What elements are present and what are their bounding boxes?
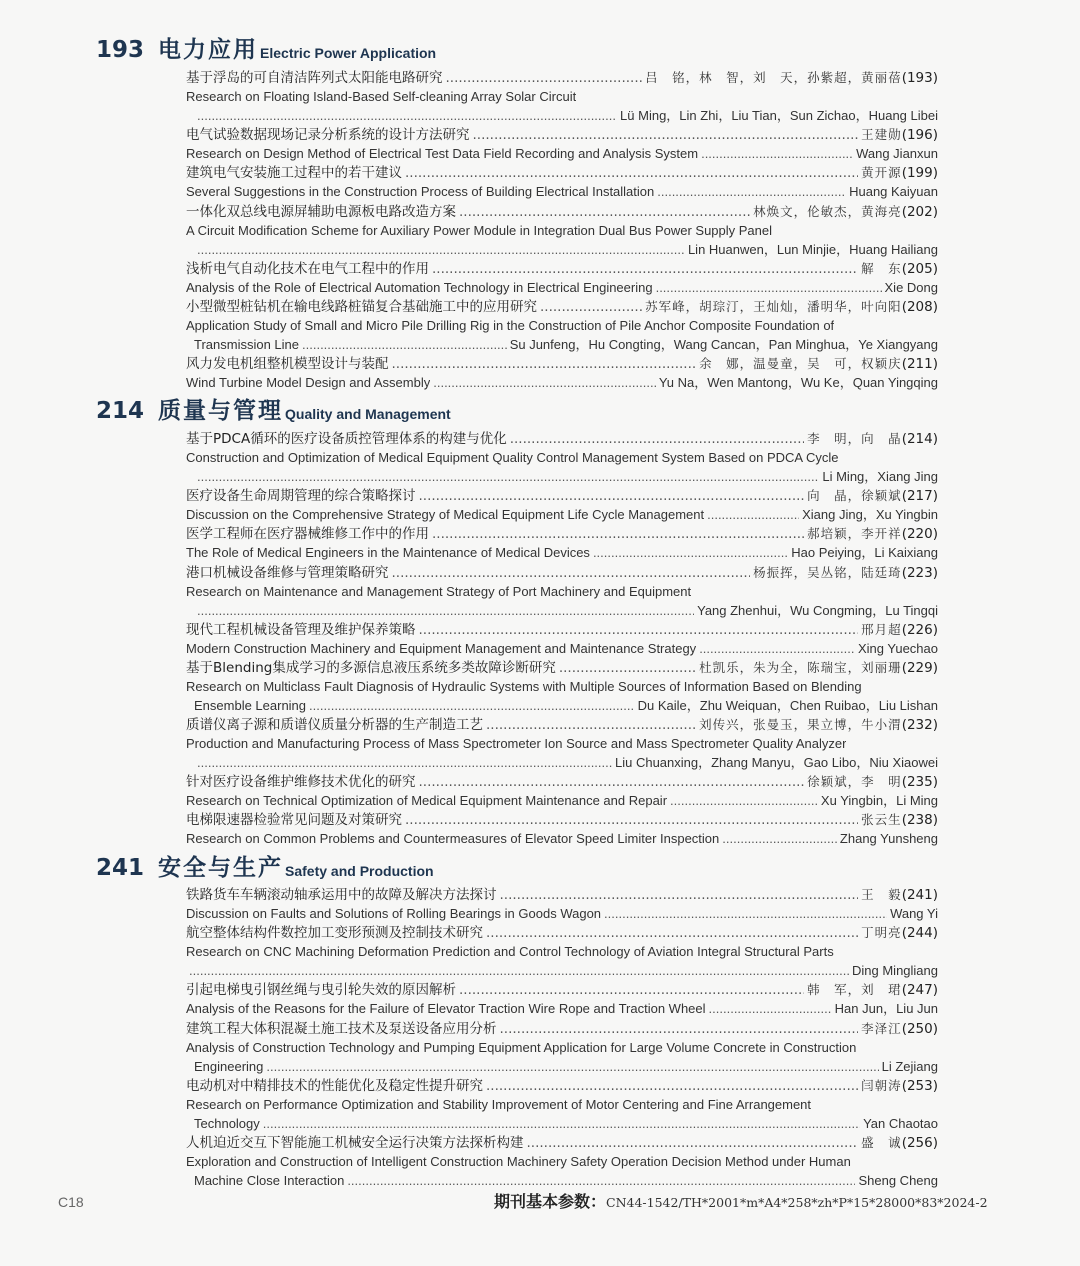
toc-entry-title-en bbox=[186, 373, 938, 392]
toc-entry-title-zh[interactable] bbox=[186, 524, 938, 543]
toc-entry-title-en bbox=[186, 677, 938, 696]
article-authors-en: Huang Kaiyuan bbox=[849, 184, 938, 199]
dot-leader bbox=[500, 886, 859, 905]
article-title-en: Production and Manufacturing Process of Mass Spectrometer Ion Source and Mass Spectrometer Quality Analyzer bbox=[186, 736, 847, 751]
article-authors-en: Ding Mingliang bbox=[852, 963, 938, 978]
dot-leader bbox=[510, 430, 804, 449]
article-authors-en: Yan Chaotao bbox=[863, 1116, 938, 1131]
article-title-en-continued: Ensemble Learning bbox=[194, 698, 307, 713]
toc-entry-title-en bbox=[186, 182, 938, 201]
article-authors-en: Wang Yi bbox=[890, 906, 938, 921]
article-authors-zh: 杨振挥，吴丛铭，陆廷琦 bbox=[753, 565, 902, 580]
toc-entry-title-zh[interactable] bbox=[186, 885, 938, 904]
toc-entry-authors-en bbox=[194, 335, 938, 354]
article-authors-en: Liu Chuanxing，Zhang Manyu，Gao Libo，Niu Xiaowei bbox=[614, 755, 938, 770]
article-authors-zh: 林焕文，伦敏杰，黄海亮 bbox=[753, 204, 902, 219]
toc-entry-title-en bbox=[186, 144, 938, 163]
page-number[interactable]: (199) bbox=[901, 165, 938, 181]
section-title-zh: 质量与管理 bbox=[158, 398, 284, 424]
article-authors-en: Xing Yuechao bbox=[858, 641, 938, 656]
article-authors-zh: 解 东 bbox=[861, 261, 902, 276]
page-number[interactable]: (253) bbox=[901, 1078, 938, 1094]
article-authors-en: Hao Peiying，Li Kaixiang bbox=[791, 545, 938, 560]
dot-leader bbox=[419, 621, 859, 640]
toc-entry-title-zh[interactable] bbox=[186, 1019, 938, 1038]
article-authors-zh: 李泽江 bbox=[861, 1021, 902, 1036]
article-authors-en: Xu Yingbin，Li Ming bbox=[820, 793, 938, 808]
page-number[interactable]: (202) bbox=[901, 204, 938, 220]
article-title-en: Research on Performance Optimization and Stability Improvement of Motor Centering and Fine Arrangement bbox=[186, 1097, 812, 1112]
page-number[interactable]: (220) bbox=[901, 526, 938, 542]
dot-leader bbox=[459, 981, 804, 1000]
article-title-en-continued: Transmission Line bbox=[194, 337, 300, 352]
article-title-zh[interactable]: 医学工程师在医疗器械维修工作中的作用 bbox=[186, 526, 429, 542]
page-number[interactable]: (235) bbox=[901, 774, 938, 790]
toc-entry-title-en bbox=[186, 791, 938, 810]
article-title-zh[interactable]: 医疗设备生命周期管理的综合策略探讨 bbox=[186, 488, 416, 504]
section-number: 214 bbox=[96, 398, 145, 424]
page-number[interactable]: (226) bbox=[901, 622, 938, 638]
article-title-zh[interactable]: 人机迫近交互下智能施工机械安全运行决策方法探析构建 bbox=[186, 1135, 524, 1151]
article-title-en: Research on Design Method of Electrical Test Data Field Recording and Analysis System bbox=[186, 146, 699, 161]
article-authors-zh: 李 明，向 晶 bbox=[807, 431, 902, 446]
page-number[interactable]: (214) bbox=[901, 431, 938, 447]
section-title-en: Safety and Production bbox=[285, 863, 434, 879]
toc-entry-title-zh[interactable] bbox=[186, 429, 938, 448]
toc-entry-authors-en bbox=[194, 696, 938, 715]
toc-entry-title-zh[interactable] bbox=[186, 163, 938, 182]
article-authors-zh: 向 晶，徐颖斌 bbox=[807, 488, 902, 503]
toc-entry-title-zh[interactable] bbox=[186, 658, 938, 677]
dot-leader bbox=[657, 182, 846, 201]
article-authors-zh: 张云生 bbox=[861, 812, 902, 827]
article-authors-en: Han Jun，Liu Jun bbox=[834, 1001, 938, 1016]
article-authors-zh: 闫朝涛 bbox=[861, 1078, 902, 1093]
dot-leader bbox=[263, 1114, 860, 1133]
page-number[interactable]: (247) bbox=[901, 982, 938, 998]
article-title-zh[interactable]: 引起电梯曳引钢丝绳与曳引轮失效的原因解析 bbox=[186, 982, 456, 998]
page-number[interactable]: (232) bbox=[901, 717, 938, 733]
dot-leader bbox=[405, 164, 858, 183]
article-authors-zh: 邢月超 bbox=[861, 622, 902, 637]
article-authors-en: Xiang Jing，Xu Yingbin bbox=[802, 507, 938, 522]
toc-entry-title-en bbox=[186, 734, 938, 753]
article-authors-en: Xie Dong bbox=[884, 280, 938, 295]
dot-leader bbox=[197, 467, 819, 486]
article-title-en: Analysis of Construction Technology and Pumping Equipment Application for Large Volume Concrete in Construction bbox=[186, 1040, 857, 1055]
article-authors-en: Wang Jianxun bbox=[856, 146, 938, 161]
article-authors-en: Li Ming，Xiang Jing bbox=[822, 469, 938, 484]
article-title-zh[interactable]: 风力发电机组整机模型设计与装配 bbox=[186, 356, 389, 372]
article-authors-zh: 黄开源 bbox=[861, 165, 902, 180]
toc-entry-title-en bbox=[186, 999, 938, 1018]
toc-entry-authors-en bbox=[194, 1114, 938, 1133]
article-authors-zh: 吕 铭，林 智，刘 天，孙紫超，黄丽蓓 bbox=[645, 70, 902, 85]
article-authors-en: Lin Huanwen，Lun Minjie，Huang Hailiang bbox=[687, 242, 938, 257]
page-number[interactable]: (229) bbox=[901, 660, 938, 676]
toc-entry-title-en bbox=[186, 1152, 938, 1171]
dot-leader bbox=[593, 543, 788, 562]
toc-entry-title-en bbox=[186, 448, 938, 467]
article-title-en: Construction and Optimization of Medical Equipment Quality Control Management System Based on PDCA Cycle bbox=[186, 450, 839, 465]
section-header-quality-management bbox=[96, 395, 451, 425]
dot-leader bbox=[432, 260, 858, 279]
article-title-zh[interactable]: 浅析电气自动化技术在电气工程中的作用 bbox=[186, 261, 429, 277]
dot-leader bbox=[347, 1171, 855, 1190]
page-number[interactable]: (205) bbox=[901, 261, 938, 277]
page-number[interactable]: (208) bbox=[901, 299, 938, 315]
article-title-en: Analysis of the Role of Electrical Automation Technology in Electrical Engineering bbox=[186, 280, 653, 295]
dot-leader bbox=[486, 716, 696, 735]
article-authors-en: Su Junfeng，Hu Congting，Wang Cancan，Pan Minghua，Ye Xiangyang bbox=[509, 337, 938, 352]
toc-entry-title-en bbox=[186, 582, 938, 601]
page-number[interactable]: (241) bbox=[901, 887, 938, 903]
article-authors-zh: 韩 军，刘 珺 bbox=[807, 982, 902, 997]
dot-leader bbox=[197, 601, 694, 620]
dot-leader bbox=[722, 829, 837, 848]
toc-entry-title-zh[interactable] bbox=[186, 715, 938, 734]
article-authors-zh: 丁明亮 bbox=[861, 925, 902, 940]
toc-entry-title-zh[interactable] bbox=[186, 125, 938, 144]
page-number[interactable]: (217) bbox=[901, 488, 938, 504]
section-title-zh: 电力应用 bbox=[158, 37, 259, 63]
dot-leader bbox=[197, 753, 612, 772]
toc-entry-title-zh[interactable] bbox=[186, 563, 938, 582]
toc-entry-title-en bbox=[186, 505, 938, 524]
article-title-en: Research on Floating Island-Based Self-cleaning Array Solar Circuit bbox=[186, 89, 577, 104]
toc-entry-title-zh[interactable] bbox=[186, 923, 938, 942]
article-authors-en: Zhang Yunsheng bbox=[839, 831, 938, 846]
section-title-zh: 安全与生产 bbox=[158, 855, 284, 881]
article-title-en: Analysis of the Reasons for the Failure of Elevator Traction Wire Rope and Traction Wheel bbox=[186, 1001, 706, 1016]
toc-entry-title-zh[interactable] bbox=[186, 620, 938, 639]
article-title-zh[interactable]: 电梯限速器检验常见问题及对策研究 bbox=[186, 812, 402, 828]
toc-entry-title-zh[interactable] bbox=[186, 202, 938, 221]
dot-leader bbox=[405, 811, 858, 830]
journal-parameters-label: 期刊基本参数： bbox=[494, 1192, 607, 1211]
toc-entry-authors-en bbox=[194, 601, 938, 620]
toc-entry-title-en bbox=[186, 904, 938, 923]
toc-entry-title-en bbox=[186, 221, 938, 240]
article-authors-en: Du Kaile，Zhu Weiquan，Chen Ruibao，Liu Lishan bbox=[637, 698, 938, 713]
dot-leader bbox=[604, 904, 887, 923]
article-title-en: Modern Construction Machinery and Equipment Management and Maintenance Strategy bbox=[186, 641, 697, 656]
article-authors-en: Lü Ming，Lin Zhi，Liu Tian，Sun Zichao，Huang Libei bbox=[620, 108, 938, 123]
toc-entry-title-zh[interactable] bbox=[186, 486, 938, 505]
dot-leader bbox=[266, 1057, 878, 1076]
dot-leader bbox=[473, 126, 859, 145]
dot-leader bbox=[699, 639, 855, 658]
section-title-en: Quality and Management bbox=[285, 406, 451, 422]
toc-entry-authors-en bbox=[186, 961, 938, 980]
page-number[interactable]: (196) bbox=[901, 127, 938, 143]
article-authors-zh: 苏军峰，胡琮汀，王灿灿，潘明华，叶向阳 bbox=[645, 299, 902, 314]
article-title-zh[interactable]: 港口机械设备维修与管理策略研究 bbox=[186, 565, 389, 581]
article-authors-zh: 郝培颖，李开祥 bbox=[807, 526, 902, 541]
article-authors-zh: 杜凯乐，朱为全，陈瑞宝，刘丽珊 bbox=[699, 660, 902, 675]
dot-leader bbox=[432, 525, 804, 544]
page-number[interactable]: (250) bbox=[901, 1021, 938, 1037]
dot-leader bbox=[486, 924, 858, 943]
article-title-zh[interactable]: 一体化双总线电源屏辅助电源板电路改造方案 bbox=[186, 204, 456, 220]
dot-leader bbox=[527, 1134, 859, 1153]
dot-leader bbox=[559, 659, 696, 678]
article-title-en: Application Study of Small and Micro Pile Drilling Rig in the Construction of Pile Anchor Composite Foundation of bbox=[186, 318, 835, 333]
dot-leader bbox=[656, 278, 882, 297]
dot-leader bbox=[486, 1077, 858, 1096]
toc-entry-title-zh[interactable] bbox=[186, 772, 938, 791]
toc-entry-authors-en bbox=[194, 467, 938, 486]
dot-leader bbox=[309, 696, 635, 715]
toc-entry-authors-en bbox=[194, 240, 938, 259]
toc-entry-title-en bbox=[186, 942, 938, 961]
article-title-zh[interactable]: 电气试验数据现场记录分析系统的设计方法研究 bbox=[186, 127, 470, 143]
toc-entry-title-zh[interactable] bbox=[186, 1076, 938, 1095]
article-authors-zh: 王 毅 bbox=[861, 887, 902, 902]
article-title-zh[interactable]: 建筑电气安装施工过程中的若干建议 bbox=[186, 165, 402, 181]
article-authors-zh: 盛 诚 bbox=[861, 1135, 902, 1150]
article-title-en: The Role of Medical Engineers in the Maintenance of Medical Devices bbox=[186, 545, 590, 560]
dot-leader bbox=[392, 355, 697, 374]
article-authors-en: Yu Na，Wen Mantong，Wu Ke，Quan Yingqing bbox=[658, 375, 938, 390]
dot-leader bbox=[302, 335, 507, 354]
article-authors-en: Sheng Cheng bbox=[858, 1173, 938, 1188]
dot-leader bbox=[433, 373, 656, 392]
dot-leader bbox=[701, 144, 853, 163]
article-authors-zh: 余 娜，温曼童，吴 可，权颖庆 bbox=[699, 356, 902, 371]
dot-leader bbox=[446, 69, 643, 88]
toc-entry-authors-en bbox=[194, 106, 938, 125]
toc-entry-authors-en bbox=[194, 1171, 938, 1190]
toc-entry-title-en bbox=[186, 543, 938, 562]
toc-entry-title-en bbox=[186, 829, 938, 848]
toc-entry-title-zh[interactable] bbox=[186, 68, 938, 87]
article-title-en: Several Suggestions in the Construction Process of Building Electrical Installation bbox=[186, 184, 655, 199]
toc-entry-title-en bbox=[186, 1095, 938, 1114]
section-number: 241 bbox=[96, 855, 145, 881]
article-title-zh[interactable]: 航空整体结构件数控加工变形预测及控制技术研究 bbox=[186, 925, 483, 941]
toc-entry-title-en bbox=[186, 1038, 938, 1057]
toc-entry-authors-en bbox=[194, 1057, 938, 1076]
article-title-en: Research on Multiclass Fault Diagnosis of Hydraulic Systems with Multiple Sources of Information Based on Blending bbox=[186, 679, 862, 694]
dot-leader bbox=[419, 487, 805, 506]
section-header-electric-power bbox=[96, 34, 436, 64]
toc-entry-title-zh[interactable] bbox=[186, 810, 938, 829]
article-authors-en: Yang Zhenhui，Wu Congming，Lu Tingqi bbox=[697, 603, 938, 618]
article-title-zh[interactable]: 铁路货车车辆滚动轴承运用中的故障及解决方法探讨 bbox=[186, 887, 497, 903]
page-folio: C18 bbox=[58, 1194, 84, 1210]
article-title-zh[interactable]: 现代工程机械设备管理及维护保养策略 bbox=[186, 622, 416, 638]
article-authors-zh: 王建勋 bbox=[861, 127, 902, 142]
dot-leader bbox=[419, 773, 805, 792]
journal-parameters bbox=[494, 1189, 988, 1212]
dot-leader bbox=[709, 999, 832, 1018]
page-number[interactable]: (244) bbox=[901, 925, 938, 941]
section-title-en: Electric Power Application bbox=[260, 45, 437, 61]
article-title-en: Discussion on the Comprehensive Strategy of Medical Equipment Life Cycle Management bbox=[186, 507, 705, 522]
dot-leader bbox=[189, 961, 849, 980]
article-title-en: A Circuit Modification Scheme for Auxiliary Power Module in Integration Dual Bus Power Supply Panel bbox=[186, 223, 773, 238]
article-title-zh[interactable]: 建筑工程大体积混凝土施工技术及泵送设备应用分析 bbox=[186, 1021, 497, 1037]
journal-parameters-value: CN44-1542/TH*2001*m*A4*258*zh*P*15*28000*83*2024-2 bbox=[606, 1195, 988, 1210]
article-title-en-continued: Machine Close Interaction bbox=[194, 1173, 345, 1188]
page-number[interactable]: (211) bbox=[901, 356, 938, 372]
dot-leader bbox=[500, 1020, 859, 1039]
toc-entry-title-zh[interactable] bbox=[186, 980, 938, 999]
article-authors-zh: 刘传兴，张曼玉，果立博，牛小渭 bbox=[699, 717, 902, 732]
dot-leader bbox=[392, 564, 751, 583]
article-title-en: Research on CNC Machining Deformation Prediction and Control Technology of Aviation Integral Structural Parts bbox=[186, 944, 834, 959]
article-title-en-continued: Technology bbox=[194, 1116, 260, 1131]
dot-leader bbox=[707, 505, 799, 524]
page-number[interactable]: (238) bbox=[901, 812, 938, 828]
article-title-en: Research on Maintenance and Management Strategy of Port Machinery and Equipment bbox=[186, 584, 692, 599]
article-title-zh[interactable]: 电动机对中精排技术的性能优化及稳定性提升研究 bbox=[186, 1078, 483, 1094]
page-number[interactable]: (256) bbox=[901, 1135, 938, 1151]
article-title-en: Exploration and Construction of Intelligent Construction Machinery Safety Operation Decision Method under Human bbox=[186, 1154, 851, 1169]
article-authors-zh: 徐颖斌，李 明 bbox=[807, 774, 902, 789]
article-title-en: Research on Common Problems and Countermeasures of Elevator Speed Limiter Inspection bbox=[186, 831, 720, 846]
toc-entry-title-en bbox=[186, 278, 938, 297]
toc-entry-title-zh[interactable] bbox=[186, 297, 938, 316]
article-title-zh[interactable]: 针对医疗设备维护维修技术优化的研究 bbox=[186, 774, 416, 790]
toc-entry-title-en bbox=[186, 87, 938, 106]
article-title-zh[interactable]: 小型微型桩钻机在输电线路桩锚复合基础施工中的应用研究 bbox=[186, 299, 537, 315]
page-number[interactable]: (193) bbox=[901, 70, 938, 86]
dot-leader bbox=[540, 298, 642, 317]
toc-entry-title-en bbox=[186, 316, 938, 335]
dot-leader bbox=[459, 203, 750, 222]
toc-entry-title-zh[interactable] bbox=[186, 354, 938, 373]
toc-entry-title-zh[interactable] bbox=[186, 1133, 938, 1152]
article-title-zh[interactable]: 基于浮岛的可自清洁阵列式太阳能电路研究 bbox=[186, 70, 443, 86]
dot-leader bbox=[197, 106, 617, 125]
article-authors-en: Li Zejiang bbox=[881, 1059, 938, 1074]
article-title-en: Research on Technical Optimization of Medical Equipment Maintenance and Repair bbox=[186, 793, 668, 808]
article-title-en: Wind Turbine Model Design and Assembly bbox=[186, 375, 431, 390]
section-number: 193 bbox=[96, 37, 145, 63]
page-number[interactable]: (223) bbox=[901, 565, 938, 581]
article-title-zh[interactable]: 基于Blending集成学习的多源信息液压系统多类故障诊断研究 bbox=[186, 660, 556, 676]
toc-entry-title-zh[interactable] bbox=[186, 259, 938, 278]
toc-entry-title-en bbox=[186, 639, 938, 658]
toc-entry-authors-en bbox=[194, 753, 938, 772]
article-title-en-continued: Engineering bbox=[194, 1059, 264, 1074]
article-title-zh[interactable]: 基于PDCA循环的医疗设备质控管理体系的构建与优化 bbox=[186, 431, 507, 447]
article-title-zh[interactable]: 质谱仪离子源和质谱仪质量分析器的生产制造工艺 bbox=[186, 717, 483, 733]
section-header-safety-production bbox=[96, 852, 434, 882]
dot-leader bbox=[670, 791, 818, 810]
dot-leader bbox=[197, 240, 685, 259]
article-title-en: Discussion on Faults and Solutions of Rolling Bearings in Goods Wagon bbox=[186, 906, 602, 921]
